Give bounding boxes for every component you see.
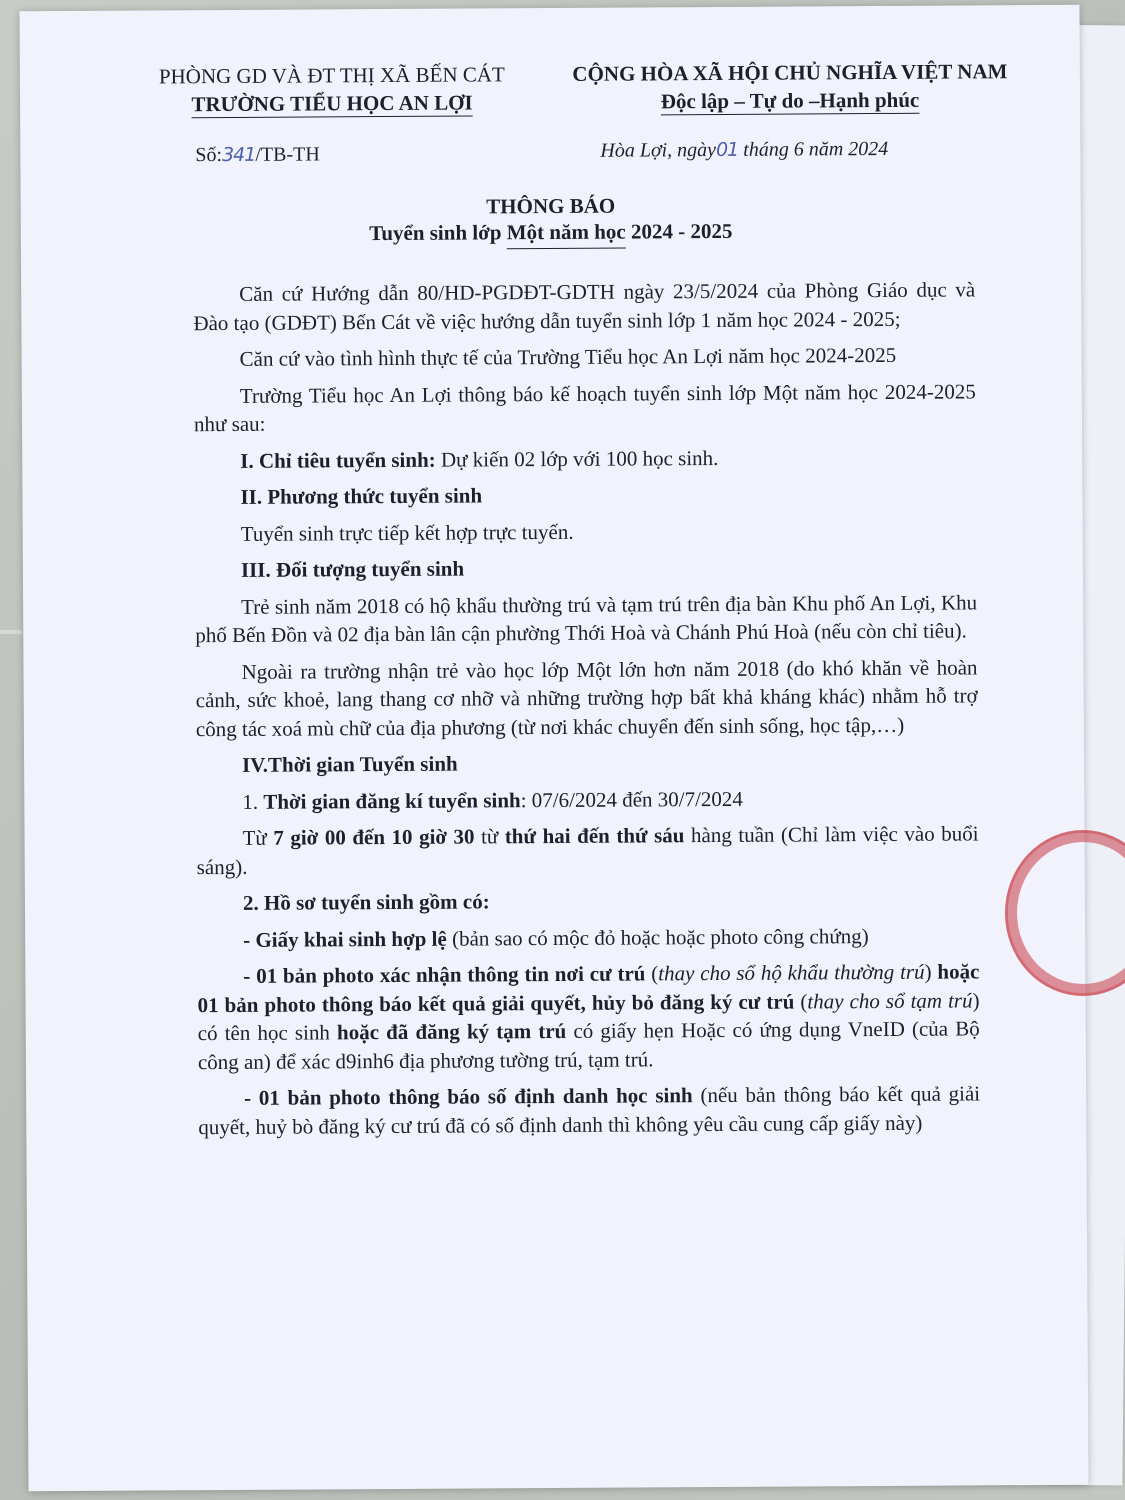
national-title: CỘNG HÒA XÃ HỘI CHỦ NGHĨA VIỆT NAM [572,59,1008,86]
notice-subtitle [141,218,961,248]
text-run: Từ [242,825,274,850]
document-item-student-id [198,1079,980,1141]
text-run: thay cho sổ tạm trú [807,987,973,1013]
document-item-label: - 01 bản photo thông báo số định danh học sinh [244,1083,693,1110]
paragraph-intro: Trường Tiểu học An Lợi thông báo kế hoạch tuyển sinh lớp Một năm học 2024-2025 như sau: [193,378,976,437]
text-run: ) có tên học sinh [197,987,980,1046]
text-run: ( [794,988,808,1014]
documents-heading: 2. Hồ sơ tuyển sinh gồm có: [242,889,490,915]
header-left [142,60,522,118]
registration-period [196,783,978,816]
weekday-range: thứ hai đến thứ sáu [504,823,685,849]
item-number: 1. [242,789,264,814]
section-eligibility-heading: III. Đối tượng tuyển sinh [240,556,465,582]
eligibility-paragraph-1: Trẻ sinh năm 2018 có hộ khẩu thường trú và tạm trú trên địa bàn Khu phố An Lợi, Khu phố Bến Đồn và 02 địa bàn lân cận phường Thới Hoà và Chánh Phú Hoà (nếu còn chỉ tiêu). [195,589,978,648]
dateline-place: Hòa Lợi, ngày [600,138,717,162]
document-item-label: - Giấy khai sinh hợp lệ [243,926,447,952]
section-time-heading: IV.Thời gian Tuyển sinh [242,751,458,777]
eligibility-paragraph-2: Ngoài ra trường nhận trẻ vào học lớp Một lớn hơn năm 2018 (do khó khăn về hoàn cảnh, sức khoẻ, lang thang cơ nhỡ và những trường hợp bất khả kháng khác) nhằm hỗ trợ công tác xoá mù chữ của địa phương (từ nơi khác chuyển đến sinh sống, học tập,…) [195,654,978,741]
department-name: PHÒNG GD VÀ ĐT THỊ XÃ BẾN CÁT [158,62,505,89]
floor-tile-line [0,630,22,634]
subtitle-part: 2024 - 2025 [625,218,733,244]
handwritten-number: 341 [221,143,256,167]
dateline-rest: tháng 6 năm 2024 [738,137,889,161]
registration-period-label: Thời gian đăng kí tuyển sinh [263,787,521,814]
text-run: - 01 bản photo xác nhận thông tin nơi cư trú [243,961,646,988]
hours-range: 7 giờ 00 đến 10 giờ 30 [273,824,475,850]
document-item-text: (bản sao có mộc đỏ hoặc hoặc photo công chứng) [446,923,869,951]
doc-number-suffix: /TB-TH [255,143,320,166]
text-run: ( [645,961,659,986]
document-page [19,5,1088,1491]
subtitle-part: Tuyển sinh lớp [369,220,507,246]
office-hours [196,819,978,881]
section-text: Dự kiến 02 lớp với 100 học sinh. [435,445,719,472]
document-number [195,143,320,167]
handwritten-day: 01 [715,138,739,161]
dateline [600,138,888,163]
header-right [555,57,1025,116]
text-run: hoặc đã đăng ký tạm trú [336,1018,567,1045]
document-item-text: (nếu bản thông báo kết quả giải quyết, huỷ bò đăng ký cư trú đã có số định danh thì không yêu cầu cung cấp giấy này) [198,1081,981,1139]
text-run: từ [474,824,505,849]
text-run: thay cho sổ hộ khẩu thường trú [658,959,925,986]
subtitle-underlined: Một năm học [506,219,626,245]
national-motto: Độc lập – Tự do –Hạnh phúc [660,87,920,114]
section-method-heading: II. Phương thức tuyển sinh [240,483,483,509]
text-run: có giấy hẹn Hoặc có ứng dụng VneID (của Bộ công an) để xác d9inh6 địa phương tường trú, tạm trú. [197,1016,980,1074]
text-run: hoặc 01 bản photo thông báo kết quả giải quyết, hủy bỏ đăng ký cư trú [197,959,980,1017]
school-name: TRƯỜNG TIỂU HỌC AN LỢI [191,90,473,117]
doc-number-prefix: Số: [195,144,223,167]
section-quota [194,442,976,475]
document-item-birth-certificate [197,921,979,954]
paragraph-legal-basis-1: Căn cứ Hướng dẫn 80/HD-PGDĐT-GDTH ngày 23/5/2024 của Phòng Giáo dục và Đào tạo (GDĐT) Bến Cát về việc hướng dẫn tuyển sinh lớp 1 năm học 2024 - 2025; [193,277,976,335]
notice-title: THÔNG BÁO [486,193,616,219]
text-run: ) [924,959,938,984]
notice-body [193,275,980,1149]
document-item-residence [197,957,980,1076]
section-heading: I. Chỉ tiêu tuyển sinh: [240,447,436,473]
registration-period-dates: : 07/6/2024 đến 30/7/2024 [520,786,743,812]
text-run: hàng tuần (Chỉ làm việc vào buổi sáng). [196,821,979,879]
section-method-text: Tuyển sinh trực tiếp kết hợp trực tuyến. [240,519,574,546]
paragraph-legal-basis-2: Căn cứ vào tình hình thực tế của Trường Tiểu học An Lợi năm học 2024-2025 [239,342,897,371]
